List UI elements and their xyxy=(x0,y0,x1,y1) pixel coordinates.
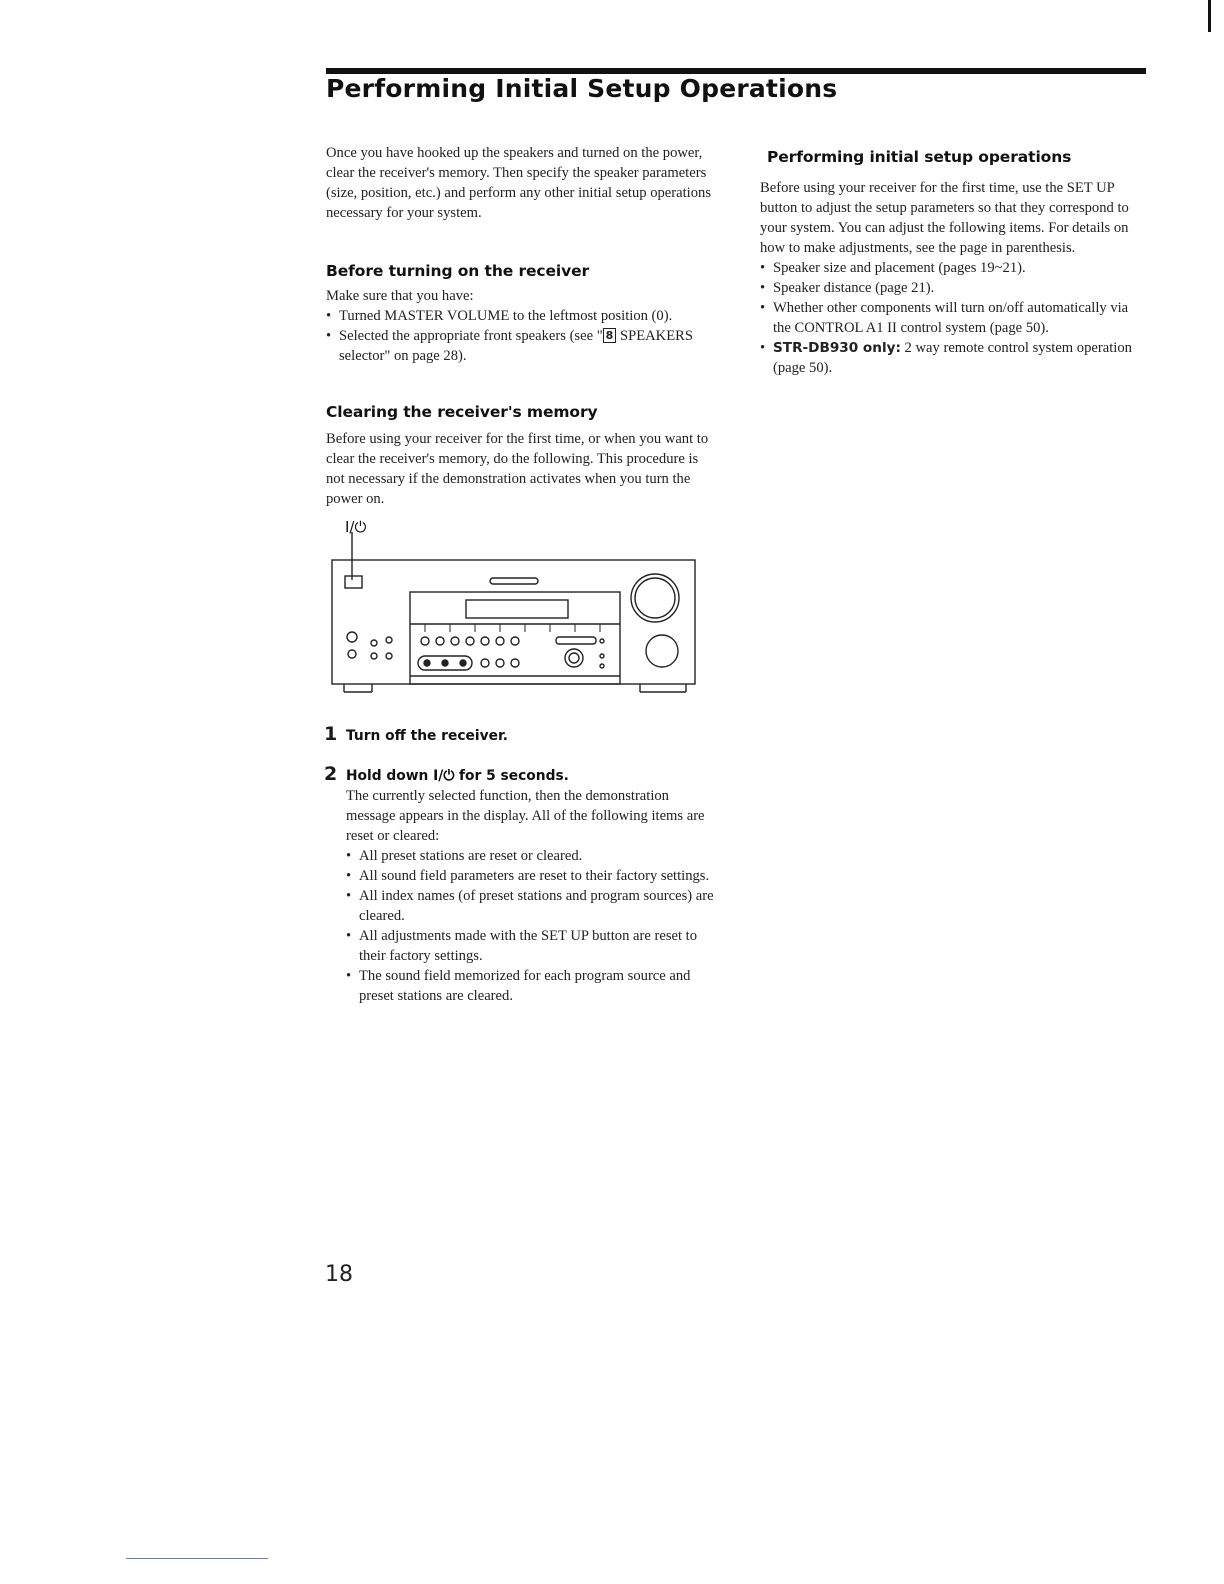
step-title: Turn off the receiver. xyxy=(346,728,509,744)
input-selector-knob xyxy=(646,635,678,667)
list-item: • All adjustments made with the SET UP button are reset to their factory settings. xyxy=(346,926,716,966)
list-item: • All preset stations are reset or cleared. xyxy=(346,846,716,866)
initial-setup-paragraph: Before using your receiver for the first time, use the SET UP button to adjust the setup parameters so that they correspond to your system. You can adjust the following items. For details on how to make adjustments, see the page in parenthesis. xyxy=(760,180,1129,256)
list-item: • Turned MASTER VOLUME to the leftmost position (0). xyxy=(326,306,716,326)
clearing-memory-paragraph: Before using your receiver for the first time, or when you want to clear the receiver's memory, do the following. This procedure is not necessary if the demonstration activates when you turn the power on. xyxy=(326,431,709,507)
before-turning-on-heading: Before turning on the receiver xyxy=(326,262,590,280)
display-window xyxy=(466,600,568,618)
list-item-text: 2 way remote control system operation (page 50). xyxy=(773,340,1132,376)
reset-items-list xyxy=(346,846,716,1006)
power-button-label: I/⏻ xyxy=(345,518,367,536)
list-item-text: SPEAKERS selector" on page 28). xyxy=(339,328,693,364)
list-item: • Whether other components will turn on/off automatically via the CONTROL A1 II control system (page 50). xyxy=(760,298,1145,338)
left-column xyxy=(326,143,716,509)
page-title: Performing Initial Setup Operations xyxy=(326,74,838,103)
master-volume-knob xyxy=(631,574,679,622)
page-edge-mark xyxy=(1208,0,1211,32)
list-item-text: Selected the appropriate front speakers (see " xyxy=(339,328,603,344)
step-description: The currently selected function, then the demonstration message appears in the display. All of the following items are reset or cleared: xyxy=(346,788,705,844)
footer-rule xyxy=(126,1558,268,1559)
before-turning-on-lead: Make sure that you have: xyxy=(326,288,474,304)
list-item xyxy=(326,326,716,366)
key-number-badge: 8 xyxy=(603,328,617,343)
top-slot xyxy=(490,578,538,584)
list-item: • Speaker size and placement (pages 19~21). xyxy=(760,258,1145,278)
step-number: 2 xyxy=(324,763,338,785)
list-item xyxy=(760,338,1145,378)
step-title: Hold down I/⏻ for 5 seconds. xyxy=(346,768,569,784)
list-item: • All index names (of preset stations and program sources) are cleared. xyxy=(346,886,716,926)
step-2 xyxy=(324,763,716,1006)
model-note-label: STR-DB930 only: xyxy=(773,340,901,356)
clearing-memory-heading: Clearing the receiver's memory xyxy=(326,403,598,421)
step-body xyxy=(346,786,716,1006)
right-column xyxy=(760,148,1145,378)
step-1 xyxy=(324,723,724,746)
phones-jack-icon xyxy=(347,632,357,642)
list-item: • All sound field parameters are reset to their factory settings. xyxy=(346,866,716,886)
list-item: • Speaker distance (page 21). xyxy=(760,278,1145,298)
receiver-front-panel-illustration xyxy=(330,532,700,697)
intro-paragraph: Once you have hooked up the speakers and turned on the power, clear the receiver's memory. Then specify the speaker parameters (size, position, etc.) and perform any other initial setup operations necessary for your system. xyxy=(326,145,712,221)
list-item: • The sound field memorized for each program source and preset stations are cleared. xyxy=(346,966,716,1006)
jog-dial-icon xyxy=(565,649,583,667)
initial-setup-heading: Performing initial setup operations xyxy=(767,148,1072,166)
page-number: 18 xyxy=(325,1262,353,1287)
power-button-icon xyxy=(345,576,362,588)
setup-items-list xyxy=(760,258,1145,378)
step-number: 1 xyxy=(324,723,338,745)
before-turning-on-list xyxy=(326,306,716,366)
